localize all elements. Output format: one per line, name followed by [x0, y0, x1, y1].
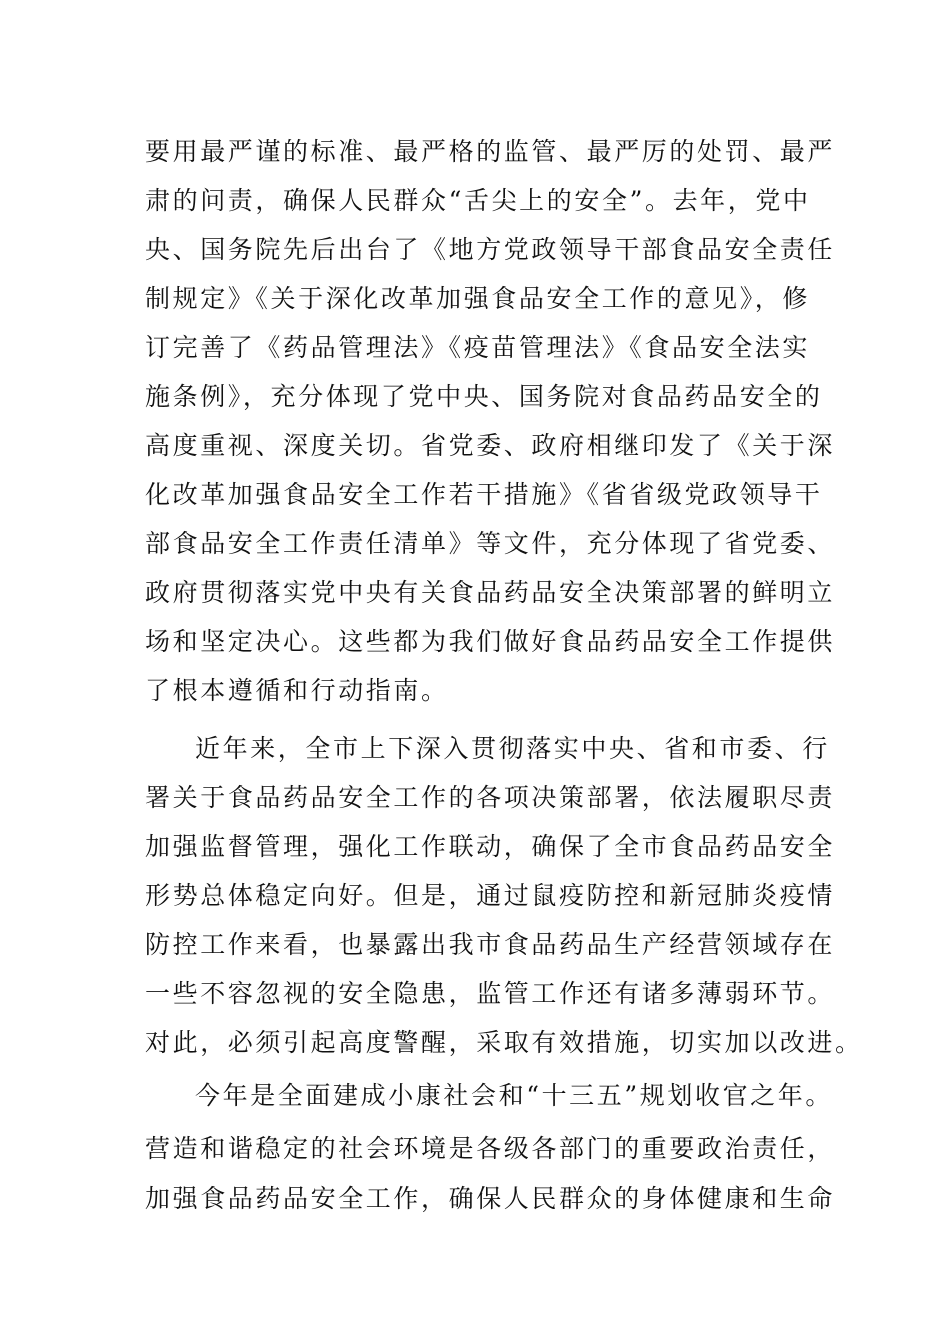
text-line: 加强监督管理，强化工作联动，确保了全市食品药品安全 [145, 832, 836, 861]
text-line: 形势总体稳定向好。但是，通过鼠疫防控和新冠肺炎疫情 [145, 881, 836, 910]
text-line: 订完善了《药品管理法》《疫苗管理法》《食品安全法实 [145, 333, 811, 362]
text-line: 高度重视、深度关切。省党委、政府相继印发了《关于深 [145, 431, 836, 460]
text-line: 政府贯彻落实党中央有关食品药品安全决策部署的鲜明立 [145, 578, 836, 607]
paragraph-first-line: 今年是全面建成小康社会和“十三五”规划收官之年。 [195, 1081, 833, 1110]
text-line: 制规定》《关于深化改革加强食品安全工作的意见》，修 [145, 284, 811, 313]
text-line: 署关于食品药品安全工作的各项决策部署，依法履职尽责 [145, 783, 836, 812]
text-line: 了根本遵循和行动指南。 [145, 676, 449, 705]
text-line: 部食品安全工作责任清单》等文件，充分体现了省党委、 [145, 529, 836, 558]
text-line: 央、国务院先后出台了《地方党政领导干部食品安全责任 [145, 235, 836, 264]
text-line: 要用最严谨的标准、最严格的监管、最严厉的处罚、最严 [145, 137, 836, 166]
text-line: 化改革加强食品安全工作若干措施》《省省级党政领导干 [145, 480, 823, 509]
text-line: 防控工作来看，也暴露出我市食品药品生产经营领域存在 [145, 930, 836, 959]
text-line: 营造和谐稳定的社会环境是各级各部门的重要政治责任， [145, 1134, 836, 1163]
text-line: 肃的问责，确保人民群众“舌尖上的安全”。去年，党中 [145, 186, 811, 215]
text-line: 加强食品药品安全工作，确保人民群众的身体健康和生命 [145, 1184, 836, 1213]
text-line: 施条例》，充分体现了党中央、国务院对食品药品安全的 [145, 382, 823, 411]
text-line: 一些不容忽视的安全隐患，监管工作还有诸多薄弱环节。 [145, 979, 836, 1008]
paragraph-first-line: 近年来，全市上下深入贯彻落实中央、省和市委、行 [195, 734, 830, 763]
text-line: 对此，必须引起高度警醒，采取有效措施，切实加以改进。 [145, 1028, 863, 1057]
text-line: 场和坚定决心。这些都为我们做好食品药品安全工作提供 [145, 627, 836, 656]
